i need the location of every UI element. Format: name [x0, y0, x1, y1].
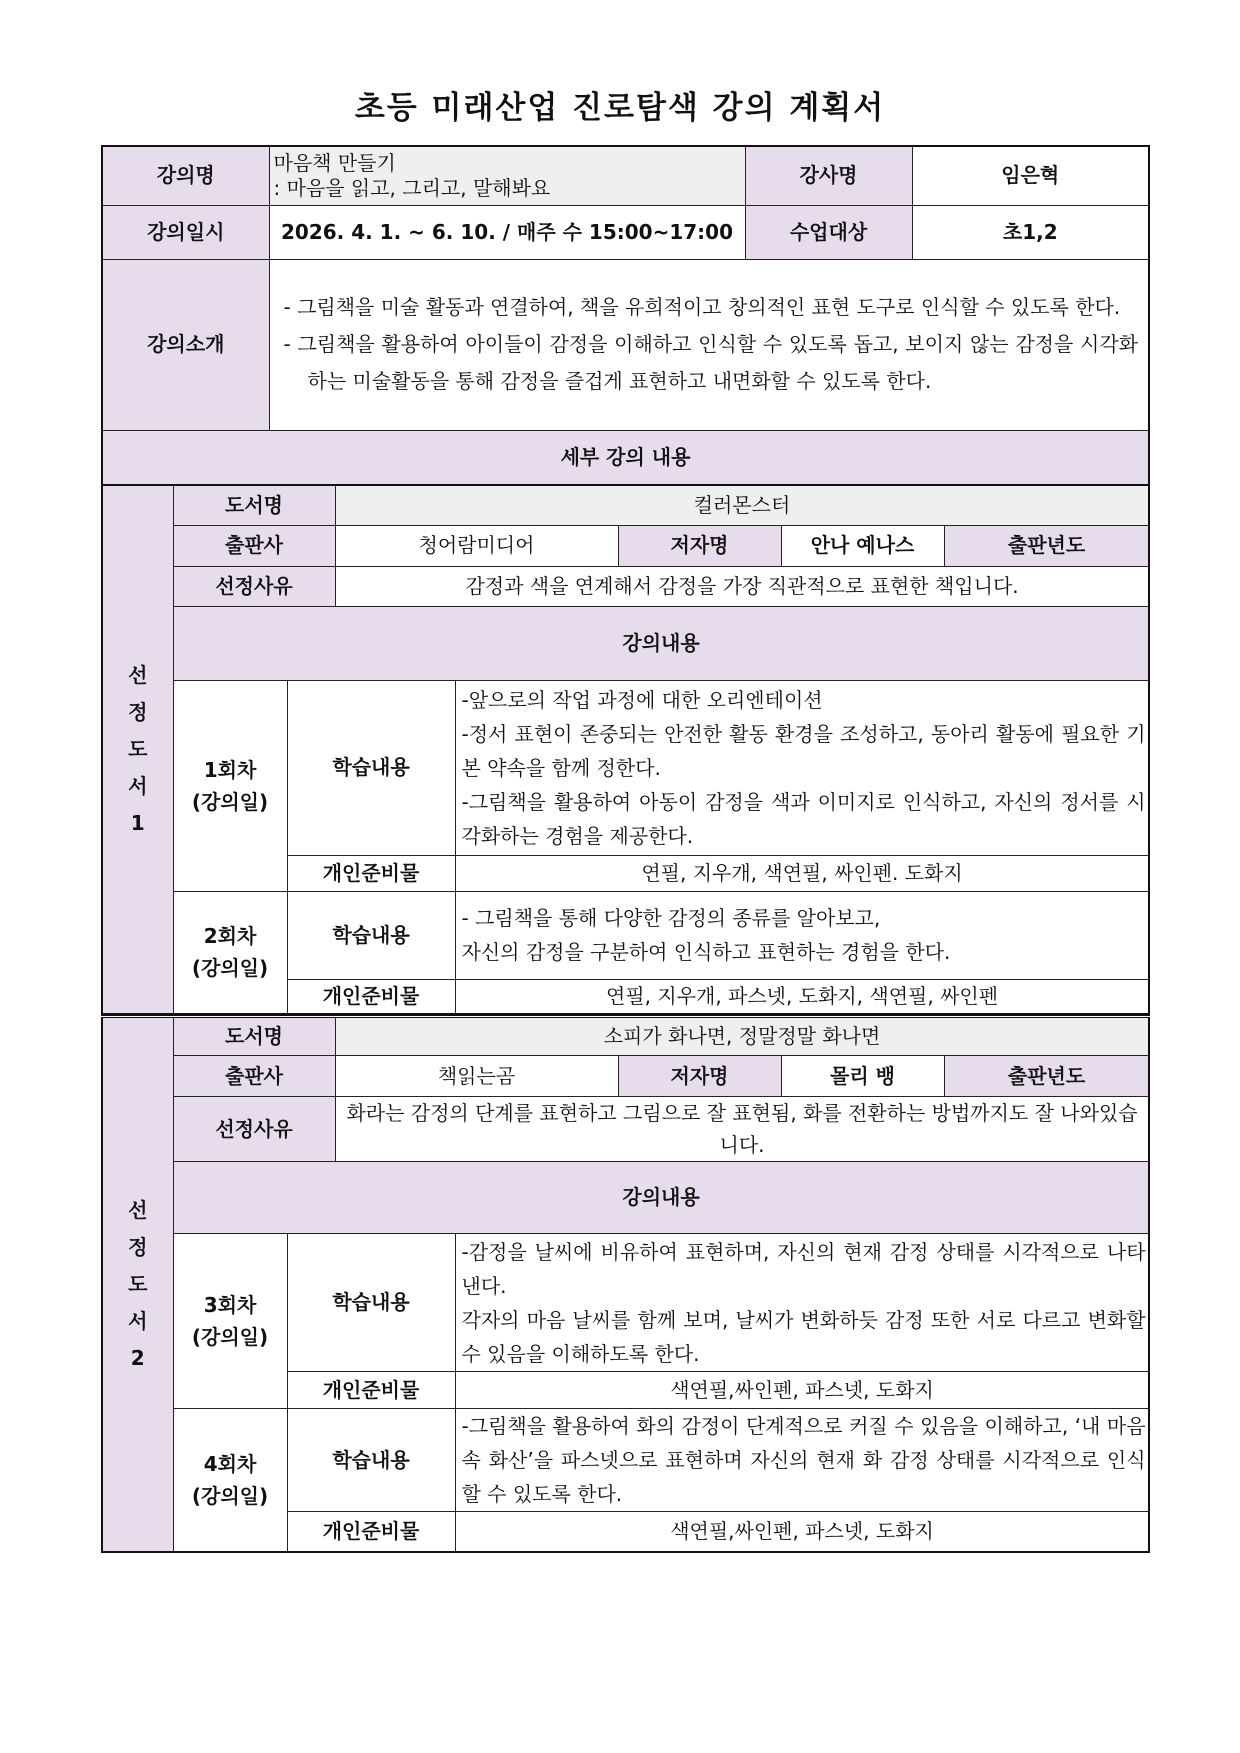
- learning-label: 학습내용: [287, 1409, 455, 1512]
- schedule-label: 강의일시: [102, 205, 269, 259]
- year-label: 출판년도: [944, 525, 1149, 566]
- publisher-value: 책읽는곰: [335, 1056, 618, 1097]
- intro-item: - 그림책을 활용하여 아이들이 감정을 이해하고 인식할 수 있도록 돕고, 보이지 않는 감정을 시각화하는 미술활동을 통해 감정을 즐겁게 표현하고 내면화할 수 있도록 한다.: [283, 332, 1138, 393]
- learning-line: 각자의 마음 날씨를 함께 보며, 날씨가 변화하듯 감정 또한 서로 다르고 변화할 수 있음을 이해하도록 한다.: [461, 1307, 1146, 1366]
- instructor-label: 강사명: [745, 146, 912, 205]
- side-label-char: 정: [128, 1234, 148, 1259]
- course-name-label: 강의명: [102, 146, 269, 205]
- book-title-value: 컬러몬스터: [335, 486, 1149, 525]
- course-name-line1: 마음책 만들기: [273, 150, 396, 175]
- session-number: 4회차: [203, 1451, 257, 1476]
- learning-content: [455, 680, 1149, 855]
- course-name-value: [269, 146, 745, 205]
- target-label: 수업대상: [745, 205, 912, 259]
- materials-value: 연필, 지우개, 색연필, 싸인펜. 도화지: [455, 855, 1149, 891]
- author-label: 저자명: [618, 1056, 781, 1097]
- session-date: (강의일): [191, 789, 269, 814]
- session-label: [173, 1234, 287, 1409]
- session-date: (강의일): [191, 1483, 269, 1508]
- author-value: 몰리 뱅: [781, 1056, 944, 1097]
- side-label-char: 도: [128, 737, 148, 761]
- materials-label: 개인준비물: [287, 1372, 455, 1409]
- materials-label: 개인준비물: [287, 1512, 455, 1552]
- learning-line: -그림책을 활용하여 화의 감정이 단계적으로 커질 수 있음을 이해하고, ‘내 마음 속 화산’을 파스넷으로 표현하며 자신의 현재 화 감정 상태를 시각적으로 인식할 수 있도록 한다.: [461, 1414, 1146, 1506]
- learning-line: - 그림책을 통해 다양한 감정의 종류를 알아보고,: [461, 906, 881, 930]
- book-section: [101, 486, 1150, 1015]
- plan-form: [101, 145, 1150, 1553]
- session-label: [173, 680, 287, 891]
- side-label-char: 1: [130, 811, 145, 835]
- author-value: 안나 예나스: [781, 525, 944, 566]
- learning-content: [455, 891, 1149, 979]
- intro-item: - 그림책을 미술 활동과 연결하여, 책을 유희적이고 창의적인 표현 도구로 인식할 수 있도록 한다.: [283, 295, 1121, 319]
- info-table: [101, 145, 1150, 486]
- book-title-label: 도서명: [173, 486, 335, 525]
- reason-value: 감정과 색을 연계해서 감정을 가장 직관적으로 표현한 책입니다.: [335, 566, 1149, 606]
- reason-label: 선정사유: [173, 1097, 335, 1162]
- side-label-char: 정: [128, 700, 148, 724]
- book-side-label: [102, 1017, 173, 1552]
- book-title-value: 소피가 화나면, 정말정말 화나면: [335, 1017, 1149, 1056]
- learning-line: -감정을 날씨에 비유하여 표현하며, 자신의 현재 감정 상태를 시각적으로 나타낸다.: [461, 1239, 1146, 1298]
- side-label-char: 선: [128, 663, 148, 687]
- detail-section-title: 세부 강의 내용: [102, 430, 1149, 485]
- reason-label: 선정사유: [173, 566, 335, 606]
- schedule-value: 2026. 4. 1. ~ 6. 10. / 매주 수 15:00~17:00: [269, 205, 745, 259]
- learning-label: 학습내용: [287, 1234, 455, 1372]
- year-label: 출판년도: [944, 1056, 1149, 1097]
- session-number: 3회차: [203, 1293, 257, 1317]
- intro-content: [269, 259, 1149, 430]
- session-date: (강의일): [191, 1325, 269, 1349]
- publisher-value: 청어람미디어: [335, 525, 618, 566]
- author-label: 저자명: [618, 525, 781, 566]
- materials-value: 연필, 지우개, 파스넷, 도화지, 색연필, 싸인펜: [455, 979, 1149, 1014]
- session-label: [173, 1409, 287, 1552]
- publisher-label: 출판사: [173, 1056, 335, 1097]
- publisher-label: 출판사: [173, 525, 335, 566]
- session-number: 2회차: [203, 924, 257, 949]
- session-date: (강의일): [191, 956, 269, 981]
- learning-content: [455, 1409, 1149, 1512]
- materials-label: 개인준비물: [287, 855, 455, 891]
- learning-line: -앞으로의 작업 과정에 대한 오리엔테이션: [461, 687, 823, 712]
- book-section: [101, 1015, 1150, 1553]
- learning-line: -정서 표현이 존중되는 안전한 활동 환경을 조성하고, 동아리 활동에 필요한 기본 약속을 함께 정한다.: [461, 721, 1146, 780]
- materials-label: 개인준비물: [287, 979, 455, 1014]
- course-name-line2: : 마음을 읽고, 그리고, 말해봐요: [273, 175, 551, 200]
- target-value: 초1,2: [912, 205, 1149, 259]
- lecture-content-header: 강의내용: [173, 606, 1149, 680]
- side-label-char: 도: [128, 1271, 148, 1296]
- side-label-char: 서: [128, 1308, 148, 1333]
- materials-value: 색연필,싸인펜, 파스넷, 도화지: [455, 1372, 1149, 1409]
- book-side-label: [102, 486, 173, 1014]
- page-title: 초등 미래산업 진로탐색 강의 계획서: [354, 90, 886, 126]
- learning-label: 학습내용: [287, 680, 455, 855]
- learning-line: -그림책을 활용하여 아동이 감정을 색과 이미지로 인식하고, 자신의 정서를 시각화하는 경험을 제공한다.: [461, 789, 1146, 848]
- side-label-char: 선: [128, 1197, 148, 1222]
- side-label-char: 서: [128, 774, 148, 798]
- learning-content: [455, 1234, 1149, 1372]
- book-title-label: 도서명: [173, 1017, 335, 1056]
- session-label: [173, 891, 287, 1014]
- session-number: 1회차: [203, 757, 257, 782]
- lecture-content-header: 강의내용: [173, 1162, 1149, 1234]
- learning-line: 자신의 감정을 구분하여 인식하고 표현하는 경험을 한다.: [461, 940, 951, 964]
- intro-label: 강의소개: [102, 259, 269, 430]
- reason-value: 화라는 감정의 단계를 표현하고 그림으로 잘 표현됨, 화를 전환하는 방법까지도 잘 나와있습니다.: [335, 1097, 1149, 1162]
- materials-value: 색연필,싸인펜, 파스넷, 도화지: [455, 1512, 1149, 1552]
- side-label-char: 2: [130, 1345, 145, 1370]
- learning-label: 학습내용: [287, 891, 455, 979]
- instructor-value: 임은혁: [912, 146, 1149, 205]
